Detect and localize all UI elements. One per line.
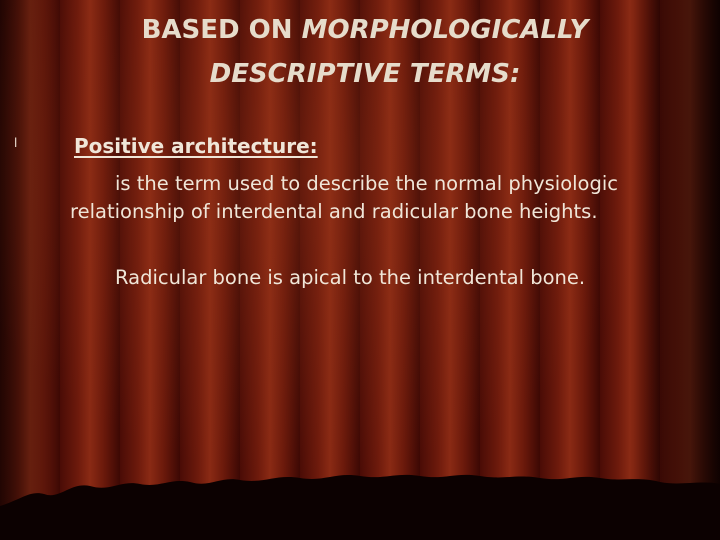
body-paragraph-1: is the term used to describe the normal physiologic relationship of interdental and radicular bone heights.	[70, 172, 618, 223]
bullet-heading: Positive architecture:	[74, 134, 318, 158]
bullet-marker: l	[14, 136, 18, 150]
body-paragraph-2: Radicular bone is apical to the interdental bone.	[115, 266, 586, 289]
stage-floor	[0, 470, 720, 540]
title-plain: BASED ON	[141, 15, 302, 45]
slide-title	[60, 8, 670, 96]
title-italic: MORPHOLOGICALLY DESCRIPTIVE TERMS:	[209, 15, 589, 89]
